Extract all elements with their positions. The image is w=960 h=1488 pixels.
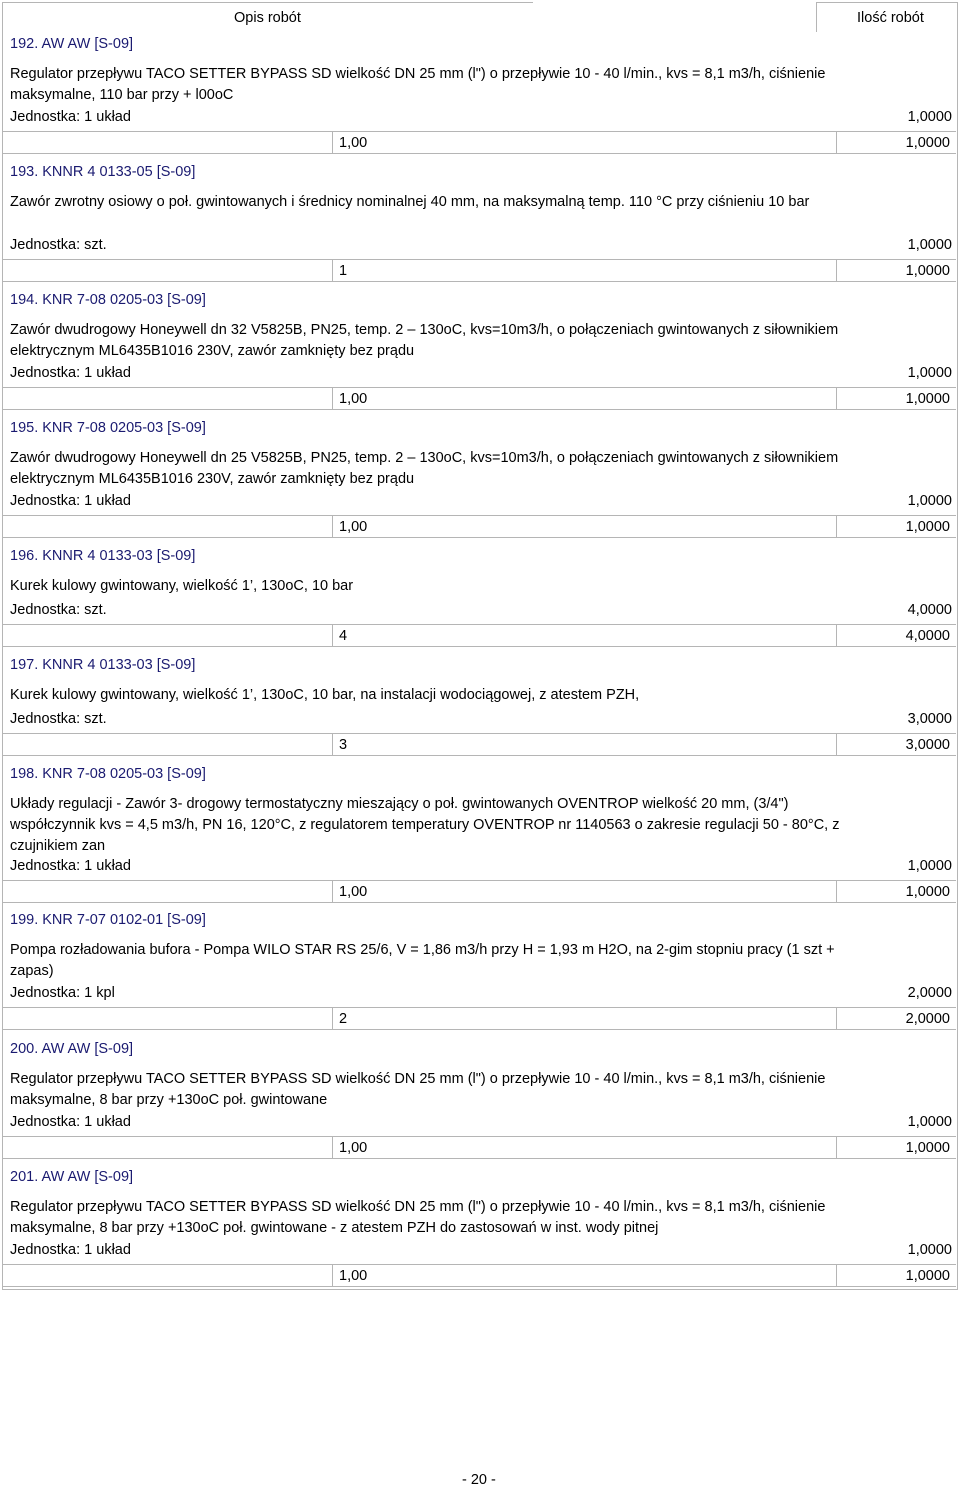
item-description: Zawór zwrotny osiowy o poł. gwintowanych i średnicy nominalnej 40 mm, na maksymalną temp. 110 °C przy ciśnieniu 10 bar (10, 194, 810, 210)
item-unit-total: 2,0000 (907, 985, 952, 1001)
list-item (0, 420, 960, 539)
item-unit-total: 1,0000 (907, 365, 952, 381)
page-number: - 20 - (462, 1472, 496, 1488)
item-unit-total: 4,0000 (907, 602, 952, 618)
item-code: 193. KNNR 4 0133-05 [S-09] (10, 164, 196, 180)
quantity-row (2, 387, 956, 410)
quantity-row-blank-cell (2, 388, 333, 409)
item-code: 200. AW AW [S-09] (10, 1041, 134, 1057)
quantity-row (2, 733, 956, 756)
item-unit: Jednostka: szt. (10, 602, 107, 618)
item-unit-total: 1,0000 (907, 493, 952, 509)
item-code: 199. KNR 7-07 0102-01 [S-09] (10, 912, 206, 928)
item-quantity: 1,00 (339, 519, 368, 535)
quantity-row-blank-cell (2, 881, 333, 902)
item-unit: Jednostka: 1 układ (10, 365, 131, 381)
item-code: 192. AW AW [S-09] (10, 36, 134, 52)
quantity-row-blank-cell (2, 1265, 333, 1286)
item-unit-total: 1,0000 (907, 109, 952, 125)
quantity-row-value-cell (333, 516, 837, 537)
item-unit-total: 3,0000 (907, 711, 952, 727)
quantity-row-value-cell (333, 1265, 837, 1286)
quantity-row-blank-cell (2, 516, 333, 537)
item-unit-total: 1,0000 (907, 1114, 952, 1130)
quantity-row (2, 515, 956, 538)
item-quantity: 1,00 (339, 1140, 368, 1156)
item-code: 198. KNR 7-08 0205-03 [S-09] (10, 766, 206, 782)
item-description: Pompa rozładowania bufora - Pompa WILO STAR RS 25/6, V = 1,86 m3/h przy H = 1,93 m H2O, na 2-gim stopniu pracy (1 szt + zapas) (10, 942, 835, 979)
item-unit: Jednostka: 1 układ (10, 109, 131, 125)
item-description: Regulator przepływu TACO SETTER BYPASS SD wielkość DN 25 mm (l") o przepływie 10 - 40 l/min., kvs = 8,1 m3/h, ciśnienie maksymalne, 8 bar przy +130oC poł. gwintowane (10, 1071, 826, 1108)
quantity-row (2, 131, 956, 154)
quantity-row (2, 624, 956, 647)
item-quantity-total: 1,0000 (905, 519, 950, 535)
quantity-row-blank-cell (2, 1137, 333, 1158)
item-description: Układy regulacji - Zawór 3- drogowy termostatyczny mieszający o poł. gwintowanych OVENTROP wielkość 20 mm, (3/4") współczynnik kvs = 4,5 m3/h, PN 16, 120°C, z regulatorem temperatury OVENTROP nr 1140563 o zakresie regulacji 50 - 80°C, z czujnikiem zan (10, 796, 840, 854)
item-unit: Jednostka: 1 układ (10, 493, 131, 509)
quantity-row-value-cell (333, 1137, 837, 1158)
item-quantity: 3 (339, 737, 348, 753)
item-description: Kurek kulowy gwintowany, wielkość 1’, 130oC, 10 bar, na instalacji wodociągowej, z atestem PZH, (10, 687, 640, 703)
item-code: 201. AW AW [S-09] (10, 1169, 134, 1185)
list-item (0, 1041, 960, 1160)
quantity-row-value-cell (333, 260, 837, 281)
item-quantity: 1,00 (339, 391, 368, 407)
quantity-row (2, 1007, 956, 1030)
item-description: Kurek kulowy gwintowany, wielkość 1’, 130oC, 10 bar (10, 578, 354, 594)
list-item (0, 1169, 960, 1288)
list-item (0, 164, 960, 283)
item-quantity-total: 3,0000 (905, 737, 950, 753)
quantity-row (2, 1136, 956, 1159)
item-quantity-total: 1,0000 (905, 263, 950, 279)
item-quantity: 1,00 (339, 135, 368, 151)
item-description: Regulator przepływu TACO SETTER BYPASS SD wielkość DN 25 mm (l") o przepływie 10 - 40 l/min., kvs = 8,1 m3/h, ciśnienie maksymalne, 8 bar przy +130oC poł. gwintowane - z atestem PZH do zastosowań w inst. wody pitnej (10, 1199, 826, 1236)
quantity-row-value-cell (333, 388, 837, 409)
item-unit: Jednostka: 1 kpl (10, 985, 115, 1001)
quantity-row (2, 880, 956, 903)
item-code: 196. KNNR 4 0133-03 [S-09] (10, 548, 196, 564)
item-quantity-total: 4,0000 (905, 628, 950, 644)
item-quantity: 1,00 (339, 884, 368, 900)
quantity-row-blank-cell (2, 132, 333, 153)
list-item (0, 657, 960, 757)
item-unit-total: 1,0000 (907, 858, 952, 874)
item-description: Regulator przepływu TACO SETTER BYPASS SD wielkość DN 25 mm (l") o przepływie 10 - 40 l/min., kvs = 8,1 m3/h, ciśnienie maksymalne, 110 bar przy + l00oC (10, 66, 826, 103)
quantity-row (2, 1264, 956, 1287)
quantity-row-blank-cell (2, 625, 333, 646)
quantity-row-blank-cell (2, 1008, 333, 1029)
item-quantity-total: 1,0000 (905, 391, 950, 407)
item-quantity: 1 (339, 263, 348, 279)
item-unit: Jednostka: 1 układ (10, 1114, 131, 1130)
item-quantity: 4 (339, 628, 348, 644)
quantity-row (2, 259, 956, 282)
item-unit: Jednostka: 1 układ (10, 858, 131, 874)
quantity-row-value-cell (333, 625, 837, 646)
item-quantity-total: 1,0000 (905, 135, 950, 151)
item-quantity: 2 (339, 1011, 348, 1027)
item-unit: Jednostka: 1 układ (10, 1242, 131, 1258)
list-item (0, 292, 960, 411)
item-quantity-total: 1,0000 (905, 1140, 950, 1156)
header-quantity-label: Ilość robót (857, 10, 924, 26)
list-item (0, 766, 960, 904)
item-unit: Jednostka: szt. (10, 237, 107, 253)
item-quantity-total: 2,0000 (905, 1011, 950, 1027)
header-description-label: Opis robót (234, 10, 301, 26)
item-unit-total: 1,0000 (907, 1242, 952, 1258)
item-quantity-total: 1,0000 (905, 1268, 950, 1284)
item-unit-total: 1,0000 (907, 237, 952, 253)
table-header (2, 2, 956, 31)
quantity-row-value-cell (333, 132, 837, 153)
item-description: Zawór dwudrogowy Honeywell dn 32 V5825B, PN25, temp. 2 – 130oC, kvs=10m3/h, o połączeniach gwintowanych z siłownikiem elektrycznym ML6435B1016 230V, zawór zamknięty bez prądu (10, 322, 839, 359)
quantity-row-value-cell (333, 881, 837, 902)
quantity-row-value-cell (333, 1008, 837, 1029)
list-item (0, 548, 960, 648)
item-unit: Jednostka: szt. (10, 711, 107, 727)
item-description: Zawór dwudrogowy Honeywell dn 25 V5825B, PN25, temp. 2 – 130oC, kvs=10m3/h, o połączeniach gwintowanych z siłownikiem elektrycznym ML6435B1016 230V, zawór zamknięty bez prądu (10, 450, 839, 487)
item-code: 197. KNNR 4 0133-03 [S-09] (10, 657, 196, 673)
item-quantity-total: 1,0000 (905, 884, 950, 900)
list-item (0, 912, 960, 1031)
item-code: 194. KNR 7-08 0205-03 [S-09] (10, 292, 206, 308)
item-quantity: 1,00 (339, 1268, 368, 1284)
quantity-row-blank-cell (2, 734, 333, 755)
item-code: 195. KNR 7-08 0205-03 [S-09] (10, 420, 206, 436)
quantity-row-blank-cell (2, 260, 333, 281)
list-item (0, 36, 960, 155)
quantity-row-value-cell (333, 734, 837, 755)
